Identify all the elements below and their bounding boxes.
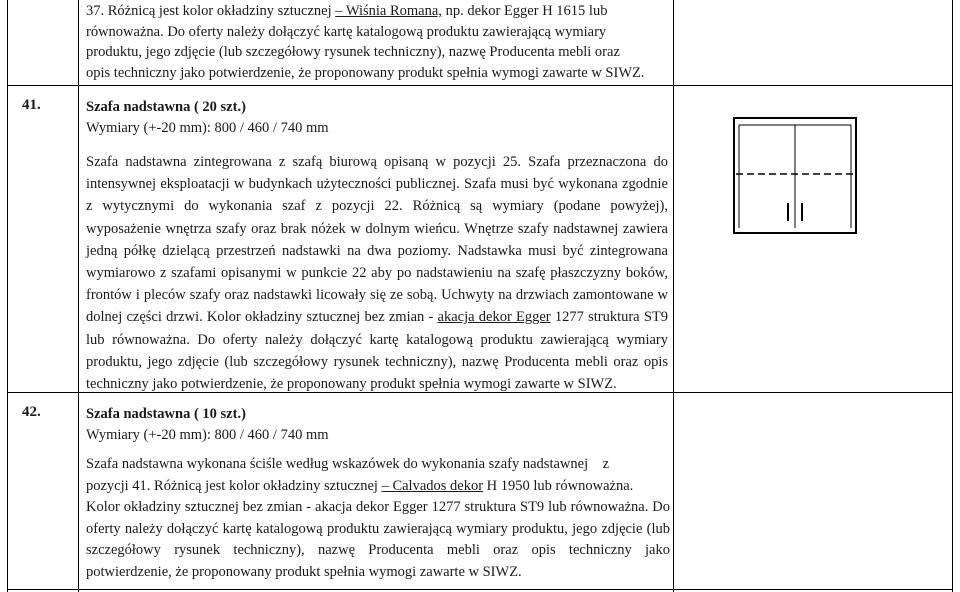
table-right-border — [952, 0, 953, 592]
cabinet-top-drawing-icon — [733, 117, 858, 235]
column-divider-left — [78, 0, 79, 592]
item-37-line-4: opis techniczny jako potwierdzenie, że proponowany produkt spełnia wymogi zawarte w SIWZ. — [86, 64, 645, 81]
item-42-rest: Kolor okładziny sztucznej bez zmian - akacja dekor Egger 1277 struktura ST9 lub równoważna. Do oferty należy dołączyć kartę katalogową produktu zawierającą wymiary produktu, jego zdjęcie (lub szczegółowy rysunek techniczny), nazwę Producenta mebli oraz opis techniczny jako potwierdzenie, że proponowany produkt spełnia wymogi zawarte w SIWZ. — [86, 499, 670, 580]
item-37-line-2: równoważna. Do oferty należy dołączyć kartę katalogową produktu zawierającą wymiary — [86, 23, 607, 40]
item-42-header — [86, 404, 670, 445]
item-41-description: Szafa nadstawna zintegrowana z szafą biurową opisaną w pozycji 25. Szafa przeznaczona do intensywnej eksploatacji w budynkach użyteczności publicznej. Szafa musi być wykonana zgodnie z wytycznymi do wykonania szaf z pozycji 22. Różnicą są wymiary (podane powyżej), wyposażenie wnętrza szafy oraz brak nóżek w dolnym wieńcu. Wnętrze szafy nadstawnej zawiera jedną półkę dzielącą przestrzeń nadstawki na dwa poziomy. Nadstawka musi być zintegrowana wymiarowo z szafami opisanymi w punkcie 22 aby po nadstawieniu na szafę płaszczyzny boków, frontów i pleców szafy oraz nadstawki licowały się ze sobą. Uchwyty na drzwiach zamontowane w dolnej części drzwi. Kolor okładziny sztucznej bez zmian - akacja dekor Egger 1277 struktura ST9 lub równoważna. Do oferty należy dołączyć kartę katalogową produktu zawierającą wymiary produktu, jego zdjęcie (lub szczegółowy rysunek techniczny), nazwę Producenta mebli oraz opis techniczny jako potwierdzenie, że proponowany produkt spełnia wymogi zawarte w SIWZ. — [86, 154, 668, 393]
item-42-title: Szafa nadstawna ( 10 szt.) — [86, 406, 246, 422]
item-42-line-2: pozycji 41. Różnicą jest kolor okładziny sztucznej – Calvados dekor H 1950 lub równoważna. — [86, 477, 634, 494]
table-bottom-border — [7, 589, 953, 590]
item-37-text — [86, 1, 670, 83]
item-41-color-underlined: akacja dekor Egger — [437, 309, 551, 326]
column-divider-right — [673, 0, 674, 592]
item-37-line-1: 37. Różnicą jest kolor okładziny sztucznej – Wiśnia Romana, np. dekor Egger H 1615 lub — [86, 3, 608, 19]
item-42-description — [86, 454, 670, 583]
item-41-header — [86, 97, 670, 138]
row-divider-1 — [7, 85, 953, 86]
item-42-line-1: Szafa nadstawna wykonana ściśle według wskazówek do wykonania szafy nadstawnej z — [86, 456, 610, 472]
item-37-line-3: produktu, jego zdjęcie (lub szczegółowy rysunek techniczny), nazwę Producenta mebli oraz — [86, 44, 620, 60]
table-left-border — [7, 0, 8, 592]
item-37-color-underlined: – Wiśnia Romana, — [335, 3, 442, 19]
item-41-number: 41. — [22, 97, 41, 113]
item-42-color-underlined: – Calvados dekor — [381, 477, 484, 494]
item-41-dimensions: Wymiary (+-20 mm): 800 / 460 / 740 mm — [86, 119, 329, 136]
item-42-number: 42. — [22, 404, 41, 420]
item-41-title: Szafa nadstawna ( 20 szt.) — [86, 99, 246, 115]
item-42-dimensions: Wymiary (+-20 mm): 800 / 460 / 740 mm — [86, 426, 329, 443]
